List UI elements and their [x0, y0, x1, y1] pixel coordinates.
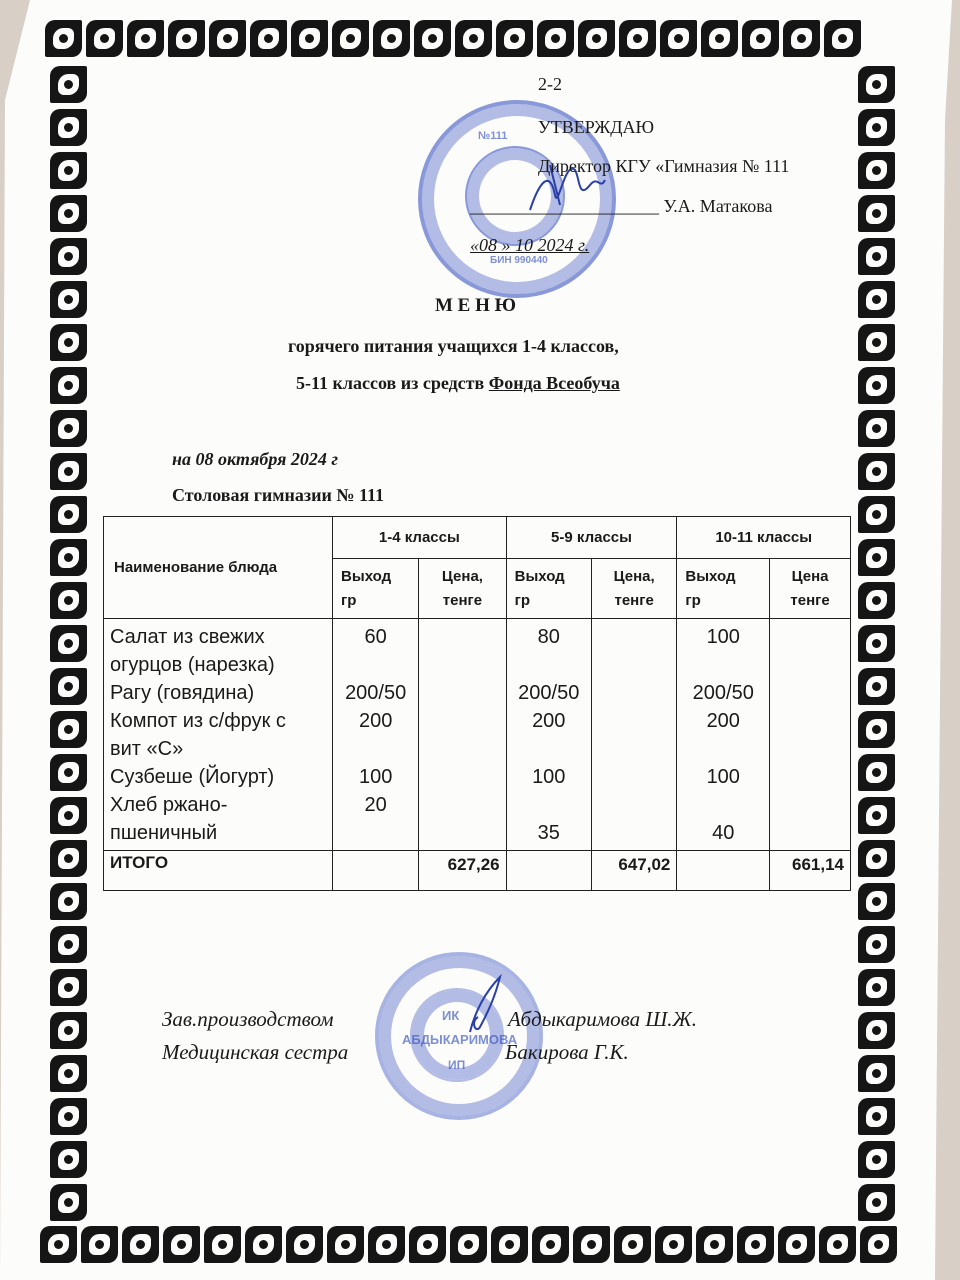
ornament-tile [491, 1226, 528, 1263]
ornament-tile [50, 840, 87, 877]
dish-line: Салат из свежих [110, 626, 265, 648]
output-value [677, 791, 769, 819]
production-manager-signature [440, 972, 510, 1042]
ornament-tile [858, 1098, 895, 1135]
ornament-tile [327, 1226, 364, 1263]
sub-header-output [333, 559, 419, 619]
ornament-tile [50, 797, 87, 834]
ornament-tile [655, 1226, 692, 1263]
stamp-label-name: АБДЫКАРИМОВА [402, 1032, 518, 1047]
ornament-tile [50, 195, 87, 232]
role-nurse: Медицинская сестра [162, 1040, 349, 1064]
ornament-border-bottom [40, 1226, 897, 1263]
dish-line: пшеничный [110, 822, 218, 844]
group-header-5-9: 5-9 классы [506, 517, 677, 559]
ornament-tile [701, 20, 738, 57]
director-signature-line: _____________________ У.А. Матакова [470, 196, 773, 216]
ornament-tile [50, 711, 87, 748]
ornament-tile [50, 496, 87, 533]
ornament-tile [286, 1226, 323, 1263]
sub-header-line: гр [685, 591, 701, 609]
ornament-tile [455, 20, 492, 57]
ornament-tile [858, 539, 895, 576]
menu-table [103, 516, 851, 891]
ornament-tile [250, 20, 287, 57]
dish-line: Сузбеше (Йогурт) [110, 766, 275, 788]
ornament-tile [858, 754, 895, 791]
sub-header-line: гр [341, 591, 357, 609]
ornament-tile [50, 883, 87, 920]
ornament-tile [50, 539, 87, 576]
stamp-label-ip: ИП [448, 1058, 466, 1072]
ornament-tile [50, 324, 87, 361]
output-value: 200/50 [692, 682, 754, 704]
dish-list [104, 619, 333, 851]
ornament-border-top [45, 20, 861, 57]
ornament-tile [168, 20, 205, 57]
ornament-tile [858, 883, 895, 920]
ornament-tile [858, 281, 895, 318]
ornament-tile [127, 20, 164, 57]
sub-header-line: Выход [685, 567, 736, 585]
ornament-tile [50, 625, 87, 662]
sub-header-line: тенге [614, 591, 654, 609]
output-value: 35 [537, 822, 560, 844]
ornament-tile [50, 367, 87, 404]
ornament-tile [858, 1055, 895, 1092]
ornament-tile [858, 367, 895, 404]
group-header-10-11: 10-11 классы [677, 517, 851, 559]
ornament-tile [81, 1226, 118, 1263]
ornament-tile [50, 152, 87, 189]
ornament-tile [858, 797, 895, 834]
output-value: 40 [712, 822, 735, 844]
ornament-tile [858, 195, 895, 232]
ornament-tile [858, 926, 895, 963]
doc-code: 2-2 [538, 74, 562, 94]
ornament-tile [742, 20, 779, 57]
output-col-5-9 [506, 619, 591, 851]
menu-date: на 08 октября 2024 г [172, 449, 339, 469]
sub-header-line: Цена, [441, 567, 483, 585]
approval-date: «08 » 10 2024 г. [470, 235, 590, 255]
ornament-tile [858, 66, 895, 103]
name-nurse: Бакирова Г.К. [505, 1040, 629, 1064]
output-value: 200 [706, 710, 740, 732]
dish-line: Компот из с/фрук с [110, 710, 286, 732]
output-value [333, 651, 418, 679]
ornament-border-right [858, 66, 895, 1221]
approval-heading: УТВЕРЖДАЮ [538, 117, 655, 137]
menu-subtitle-2 [296, 373, 620, 394]
ornament-tile [209, 20, 246, 57]
ornament-tile [50, 668, 87, 705]
ornament-tile [291, 20, 328, 57]
ornament-tile [696, 1226, 733, 1263]
output-value: 20 [364, 794, 387, 816]
ornament-tile [50, 1012, 87, 1049]
ornament-tile [86, 20, 123, 57]
dish-line: вит «С» [110, 738, 184, 760]
ornament-tile [50, 453, 87, 490]
ornament-tile [858, 1012, 895, 1049]
ornament-tile [50, 754, 87, 791]
ornament-tile [532, 1226, 569, 1263]
ornament-tile [614, 1226, 651, 1263]
ornament-tile [858, 969, 895, 1006]
output-value: 100 [706, 626, 740, 648]
ornament-tile [50, 1141, 87, 1178]
ornament-tile [858, 1141, 895, 1178]
ornament-tile [858, 582, 895, 619]
ornament-tile [858, 324, 895, 361]
ornament-tile [40, 1226, 77, 1263]
name-production-manager: Абдыкаримова Ш.Ж. [508, 1007, 697, 1031]
dish-line: огурцов (нарезка) [110, 654, 275, 676]
ornament-tile [858, 453, 895, 490]
ornament-tile [332, 20, 369, 57]
ornament-tile [858, 152, 895, 189]
ornament-tile [496, 20, 533, 57]
ornament-tile [163, 1226, 200, 1263]
ornament-tile [858, 840, 895, 877]
output-value: 200 [358, 710, 393, 732]
total-label: ИТОГО [104, 851, 333, 891]
ornament-tile [204, 1226, 241, 1263]
ornament-tile [50, 1184, 87, 1221]
ornament-tile [50, 582, 87, 619]
ornament-border-left [50, 66, 87, 1221]
ornament-tile [858, 711, 895, 748]
output-value [507, 791, 591, 819]
ornament-tile [50, 1098, 87, 1135]
sub-header-line: Выход [341, 567, 392, 585]
total-empty [506, 851, 591, 891]
ornament-tile [858, 496, 895, 533]
dish-line: Рагу (говядина) [110, 682, 255, 704]
ornament-tile [50, 410, 87, 447]
ornament-tile [368, 1226, 405, 1263]
ornament-tile [819, 1226, 856, 1263]
stamp-label-ik: ИК [442, 1008, 460, 1023]
dish-header: Наименование блюда [104, 517, 333, 619]
menu-subtitle-2-prefix: 5-11 классов из средств [296, 373, 489, 393]
ornament-tile [778, 1226, 815, 1263]
output-value [507, 651, 591, 679]
output-value: 200/50 [518, 682, 580, 704]
sub-header-output [677, 559, 770, 619]
ornament-tile [619, 20, 656, 57]
ornament-tile [578, 20, 615, 57]
ornament-tile [660, 20, 697, 57]
ornament-tile [858, 625, 895, 662]
ornament-tile [860, 1226, 897, 1263]
ornament-tile [50, 1055, 87, 1092]
output-value [333, 735, 418, 763]
sub-header-line: тенге [790, 591, 830, 609]
canteen-name: Столовая гимназии № 111 [172, 485, 384, 505]
ornament-tile [50, 238, 87, 275]
output-value: 60 [364, 626, 387, 648]
ornament-tile [45, 20, 82, 57]
ornament-tile [858, 238, 895, 275]
price-col-1-4 [419, 619, 506, 851]
output-value [507, 735, 591, 763]
ornament-tile [737, 1226, 774, 1263]
ornament-tile [783, 20, 820, 57]
total-1-4: 627,26 [419, 851, 506, 891]
ornament-tile [537, 20, 574, 57]
stamp-id-2: БИН 990440 [490, 255, 548, 266]
sub-header-line: гр [514, 591, 531, 609]
total-5-9: 647,02 [591, 851, 676, 891]
sub-header-line: Цена, [613, 567, 655, 585]
sub-header-output [506, 559, 591, 619]
ornament-tile [245, 1226, 282, 1263]
price-col-5-9 [591, 619, 676, 851]
ornament-tile [50, 969, 87, 1006]
ornament-tile [858, 109, 895, 146]
sub-header-line: Выход [514, 567, 565, 585]
output-value: 200/50 [345, 682, 407, 704]
output-value: 100 [358, 766, 393, 788]
director-position: Директор КГУ «Гимназия № 111 [538, 156, 790, 176]
dish-line: Хлеб ржано- [110, 794, 228, 816]
ornament-tile [122, 1226, 159, 1263]
price-col-10-11 [770, 619, 851, 851]
sub-header-price [419, 559, 506, 619]
sub-header-line: тенге [442, 591, 483, 609]
output-value [677, 651, 769, 679]
output-value: 80 [537, 626, 560, 648]
output-col-1-4 [333, 619, 419, 851]
ornament-tile [50, 281, 87, 318]
output-col-10-11 [677, 619, 770, 851]
ornament-tile [450, 1226, 487, 1263]
group-header-1-4: 1-4 классы [333, 517, 507, 559]
total-10-11: 661,14 [770, 851, 851, 891]
ornament-tile [858, 410, 895, 447]
sub-header-price [591, 559, 676, 619]
output-value: 200 [532, 710, 566, 732]
ornament-tile [824, 20, 861, 57]
stamp-id-1: №111 [478, 130, 508, 142]
fund-name: Фонда Всеобуча [488, 373, 620, 393]
ornament-tile [858, 668, 895, 705]
ornament-tile [50, 66, 87, 103]
sub-header-price [770, 559, 851, 619]
ornament-tile [50, 926, 87, 963]
role-production-manager: Зав.производством [162, 1007, 334, 1031]
ornament-tile [573, 1226, 610, 1263]
ornament-tile [409, 1226, 446, 1263]
total-empty [333, 851, 419, 891]
menu-subtitle-1: горячего питания учащихся 1-4 классов, [288, 336, 619, 356]
total-empty [677, 851, 770, 891]
ornament-tile [50, 109, 87, 146]
output-value: 100 [532, 766, 566, 788]
ornament-tile [414, 20, 451, 57]
sub-header-line: Цена [791, 567, 829, 585]
output-value: 100 [706, 766, 740, 788]
menu-title: М Е Н Ю [435, 295, 517, 316]
output-value [677, 735, 769, 763]
ornament-tile [373, 20, 410, 57]
ornament-tile [858, 1184, 895, 1221]
